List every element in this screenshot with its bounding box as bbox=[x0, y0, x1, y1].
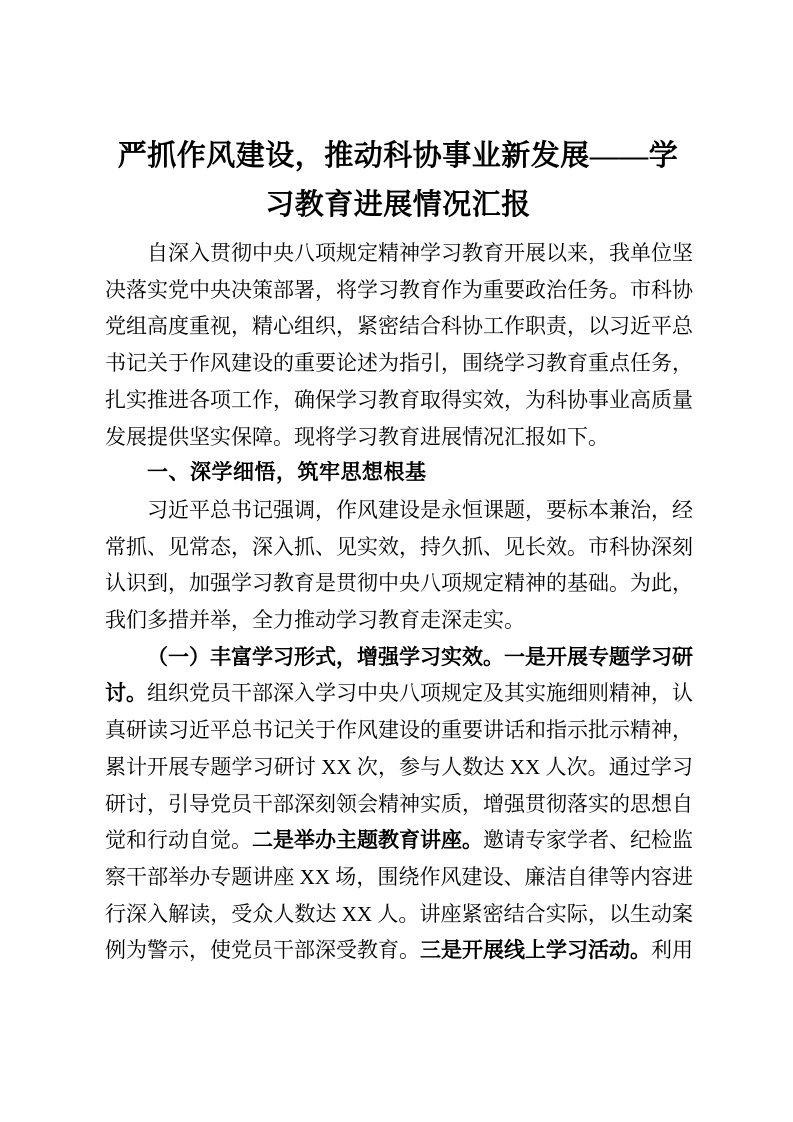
emphasis-text: 一、深学细悟，筑牢思想根基 bbox=[147, 461, 427, 485]
paragraph bbox=[105, 492, 693, 639]
emphasis-text: 一是开展专题学习研讨。 bbox=[105, 644, 693, 706]
body-text: 组织党员干部深入学习中央八项规定及其实施细则精神，认真研读习近平总书记关于作风建设的重要讲话和指示批示精神，累计开展专题学习研讨 XX 次，参与人数达 XX 人次。通过学习研讨，引导党员干部深刻领会精神实质，增强贯彻落实的思想自觉和行动自觉。 bbox=[105, 681, 693, 853]
emphasis-text: 三是开展线上学习活动。 bbox=[420, 938, 651, 963]
paragraph bbox=[105, 639, 693, 969]
emphasis-text: 二是举办主题教育讲座。 bbox=[252, 828, 483, 853]
section-heading bbox=[105, 455, 693, 492]
body-text: 邀请专家学者、纪检监察干部举办专题讲座 XX 场，围绕作风建设、廉洁自律等内容进行深入解读，受众人数达 XX 人。讲座紧密结合实际，以生动案例为警示，使党员干部深受教育。 bbox=[105, 828, 693, 963]
body-text: 自深入贯彻中央八项规定精神学习教育开展以来，我单位坚决落实党中央决策部署，将学习教育作为重要政治任务。市科协党组高度重视，精心组织，紧密结合科协工作职责，以习近平总书记关于作风建设的重要论述为指引，围绕学习教育重点任务，扎实推进各项工作，确保学习教育取得实效，为科协事业高质量发展提供坚实保障。现将学习教育进展情况汇报如下。 bbox=[105, 241, 693, 449]
body-text: 利用 bbox=[651, 938, 693, 963]
document-title: 严抓作风建设，推动科协事业新发展——学习教育进展情况汇报 bbox=[117, 140, 679, 221]
paragraph bbox=[105, 235, 693, 455]
emphasis-text: （一）丰富学习形式，增强学习实效。 bbox=[147, 644, 504, 669]
document-body bbox=[105, 235, 693, 969]
body-text: 习近平总书记强调，作风建设是永恒课题，要标本兼治，经常抓、见常态，深入抓、见实效，持久抓、见长效。市科协深刻认识到，加强学习教育是贯彻中央八项规定精神的基础。为此，我们多措并举，全力推动学习教育走深走实。 bbox=[105, 497, 693, 633]
